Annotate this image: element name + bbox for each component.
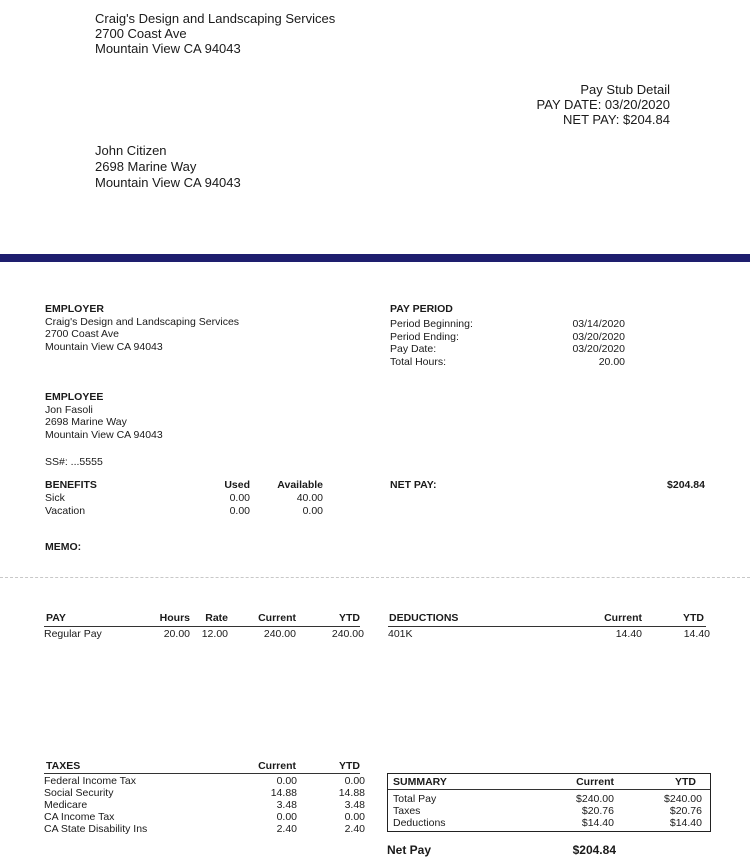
pay-period-heading: PAY PERIOD [390, 303, 453, 315]
summary-net-pay-label: Net Pay [387, 843, 432, 857]
benefit-row [45, 492, 65, 505]
tax-item-ytd: 3.48 [344, 799, 365, 811]
deductions-heading: DEDUCTIONS [389, 612, 459, 624]
employee-street: 2698 Marine Way [45, 416, 127, 428]
summary-item-name: Total Pay [393, 793, 437, 805]
summary-item-current: $240.00 [576, 793, 614, 805]
taxes-col-ytd: YTD [339, 760, 360, 772]
company-name: Craig's Design and Landscaping Services [95, 11, 336, 26]
employer-city: Mountain View CA 94043 [45, 340, 163, 353]
stub-header [537, 82, 670, 127]
tax-item-ytd: 14.88 [338, 787, 365, 799]
benefits-col-used: Used [224, 479, 250, 491]
tax-item-name: Federal Income Tax [44, 775, 137, 787]
summary-heading: SUMMARY [393, 776, 447, 788]
tax-item-name: CA Income Tax [44, 811, 115, 823]
total-hours-label: Total Hours: [390, 355, 447, 368]
taxes-col-current: Current [258, 760, 296, 772]
mail-to-address [95, 143, 241, 191]
table-row [388, 628, 710, 641]
employee-ssn: SS#: ...5555 [45, 456, 103, 468]
summary-item-current: $14.40 [581, 817, 614, 829]
pay-date-value: 03/20/2020 [572, 343, 625, 355]
benefit-name: Sick [45, 492, 65, 504]
mail-to-name: John Citizen [95, 143, 167, 158]
employee-heading: EMPLOYEE [45, 391, 104, 403]
stub-net-pay: NET PAY: $204.84 [563, 112, 670, 127]
tax-item-ytd: 0.00 [344, 775, 365, 787]
deductions-col-ytd: YTD [683, 612, 704, 624]
pay-item-hours: 20.00 [163, 628, 190, 640]
company-street: 2700 Coast Ave [95, 26, 187, 41]
stub-title: Pay Stub Detail [580, 82, 670, 97]
benefit-used: 0.00 [229, 492, 250, 504]
taxes-ytd [310, 775, 365, 835]
stub-pay-date: PAY DATE: 03/20/2020 [536, 97, 670, 112]
total-hours-value: 20.00 [598, 355, 625, 368]
pay-col-hours: Hours [159, 612, 190, 624]
pay-period-labels [390, 318, 473, 368]
pay-item-ytd: 240.00 [331, 628, 364, 640]
pay-col-rate: Rate [205, 612, 228, 624]
summary-names [393, 793, 446, 829]
tax-item-ytd: 2.40 [344, 823, 365, 835]
employer-name: Craig's Design and Landscaping Services [45, 315, 240, 328]
net-pay-value: $204.84 [667, 479, 705, 491]
summary-col-current: Current [576, 776, 614, 788]
pay-date-label: Pay Date: [390, 343, 437, 355]
period-beginning-value: 03/14/2020 [572, 318, 625, 330]
summary-ytd [634, 793, 702, 829]
deduction-item-name: 401K [388, 628, 413, 640]
divider-bar [0, 254, 750, 262]
pay-col-ytd: YTD [339, 612, 360, 624]
summary-current [544, 793, 614, 829]
period-beginning-label: Period Beginning: [390, 318, 473, 330]
employee-city: Mountain View CA 94043 [45, 428, 163, 441]
tax-item-current: 2.40 [276, 823, 297, 835]
summary-item-name: Deductions [393, 817, 446, 829]
pay-heading: PAY [46, 612, 66, 624]
summary-box [387, 773, 711, 832]
deductions-col-current: Current [604, 612, 642, 624]
table-row [44, 628, 364, 641]
tax-item-current: 14.88 [270, 787, 297, 799]
mail-to-street: 2698 Marine Way [95, 159, 197, 174]
benefit-used: 0.00 [229, 505, 250, 517]
summary-col-ytd: YTD [675, 776, 696, 788]
benefit-row [45, 505, 85, 518]
employee-block [45, 391, 163, 441]
deduction-item-ytd: 14.40 [683, 628, 710, 640]
benefit-available: 40.00 [296, 492, 323, 504]
pay-period-values [540, 318, 625, 368]
employer-heading: EMPLOYER [45, 303, 104, 315]
taxes-header-row [44, 760, 360, 774]
tax-item-name: CA State Disability Ins [44, 823, 148, 835]
summary-item-ytd: $14.40 [669, 817, 702, 829]
deduction-item-current: 14.40 [615, 628, 642, 640]
summary-item-name: Taxes [393, 805, 421, 817]
memo-label: MEMO: [45, 541, 82, 553]
benefits-heading: BENEFITS [45, 479, 97, 491]
benefit-available: 0.00 [302, 505, 323, 517]
taxes-names [44, 775, 147, 835]
pay-item-current: 240.00 [263, 628, 296, 640]
period-ending-label: Period Ending: [390, 330, 459, 343]
summary-net-pay-value: $204.84 [572, 843, 616, 857]
summary-item-ytd: $240.00 [664, 793, 702, 805]
company-address [95, 11, 335, 56]
summary-item-current: $20.76 [581, 805, 614, 817]
tax-item-name: Medicare [44, 799, 88, 811]
taxes-heading: TAXES [46, 760, 81, 772]
dashed-divider [0, 577, 750, 578]
net-pay-label: NET PAY: [390, 479, 437, 491]
employer-street: 2700 Coast Ave [45, 328, 119, 340]
deductions-header-row [388, 612, 706, 627]
employee-name: Jon Fasoli [45, 403, 93, 416]
benefit-name: Vacation [45, 505, 86, 517]
pay-col-current: Current [258, 612, 296, 624]
pay-header-row [44, 612, 360, 627]
mail-to-city: Mountain View CA 94043 [95, 175, 241, 190]
period-ending-value: 03/20/2020 [572, 330, 625, 343]
pay-item-rate: 12.00 [201, 628, 228, 640]
tax-item-current: 3.48 [276, 799, 297, 811]
company-city: Mountain View CA 94043 [95, 41, 241, 56]
pay-item-name: Regular Pay [44, 628, 102, 640]
employer-block [45, 303, 239, 353]
tax-item-name: Social Security [44, 787, 114, 799]
taxes-current [240, 775, 297, 835]
tax-item-current: 0.00 [276, 775, 297, 787]
summary-item-ytd: $20.76 [669, 805, 702, 817]
tax-item-ytd: 0.00 [344, 811, 365, 823]
benefits-col-available: Available [277, 479, 323, 491]
tax-item-current: 0.00 [276, 811, 297, 823]
summary-header-row [388, 776, 710, 790]
